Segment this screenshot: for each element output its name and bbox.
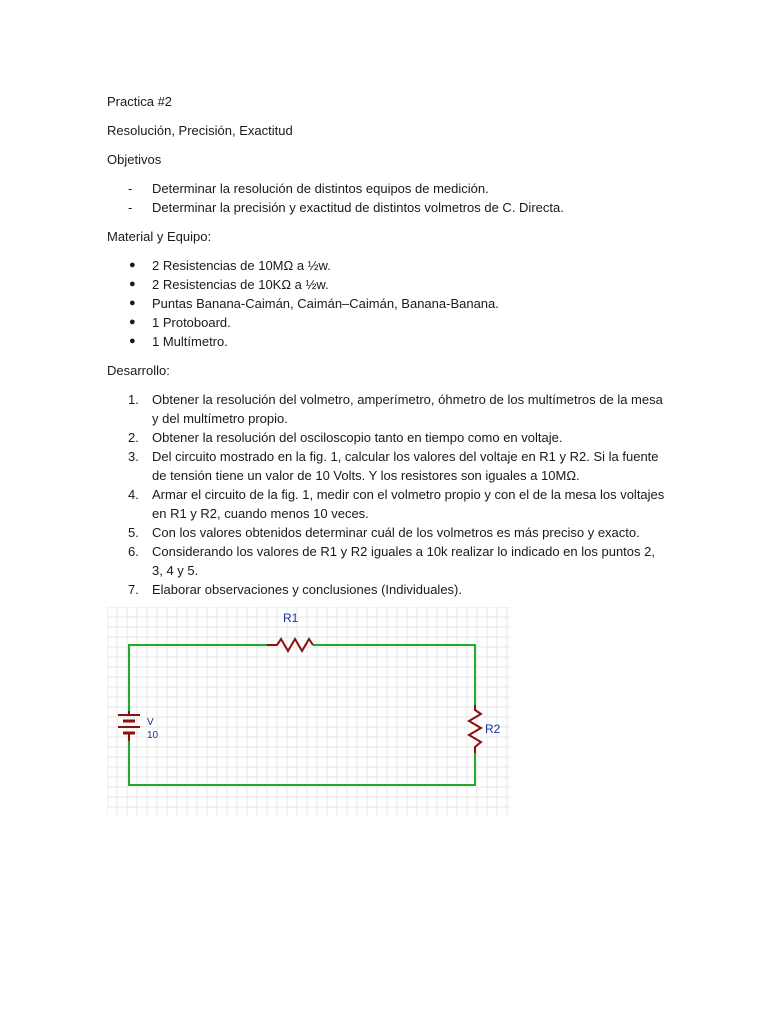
objectives-heading: Objetivos	[107, 152, 162, 167]
circuit-figure	[107, 607, 510, 815]
list-item	[107, 198, 667, 217]
step-text: Considerando los valores de R1 y R2 iguales a 10k realizar lo indicado en los puntos 2, 3, 4 y 5.	[152, 544, 655, 578]
materials-list	[107, 256, 667, 351]
step-text: Elaborar observaciones y conclusiones (Individuales).	[152, 582, 462, 597]
development-heading: Desarrollo:	[107, 363, 170, 378]
step-number: 3.	[128, 449, 139, 464]
document-title: Practica #2	[107, 94, 173, 109]
bullet-marker: ●	[129, 316, 136, 328]
list-item	[107, 332, 667, 351]
list-item	[107, 580, 667, 599]
step-number: 7.	[128, 582, 139, 597]
resistor-r1	[267, 639, 313, 651]
list-item	[107, 390, 667, 428]
step-number: 4.	[128, 487, 139, 502]
material-text: 1 Multímetro.	[152, 334, 228, 349]
circuit-diagram	[107, 607, 510, 815]
step-text: Con los valores obtenidos determinar cuál de los volmetros es más preciso y exacto.	[152, 525, 640, 540]
material-text: 2 Resistencias de 10MΩ a ½w.	[152, 258, 331, 273]
wire-top-left	[129, 645, 267, 711]
list-item	[107, 256, 667, 275]
step-number: 5.	[128, 525, 139, 540]
resistor-r2	[469, 705, 481, 753]
list-item	[107, 294, 667, 313]
list-item	[107, 275, 667, 294]
step-text: Obtener la resolución del osciloscopio tanto en tiempo como en voltaje.	[152, 430, 563, 445]
step-number: 1.	[128, 392, 139, 407]
document-body	[107, 92, 667, 607]
bullet-marker: ●	[129, 297, 136, 309]
bullet-marker: ●	[129, 278, 136, 290]
source-label: V	[147, 717, 154, 728]
list-item	[107, 428, 667, 447]
step-number: 6.	[128, 544, 139, 559]
document-subtitle: Resolución, Precisión, Exactitud	[107, 123, 293, 138]
list-item	[107, 179, 667, 198]
material-text: 1 Protoboard.	[152, 315, 231, 330]
source-value: 10	[147, 730, 159, 741]
list-item	[107, 523, 667, 542]
dash-marker: -	[128, 200, 133, 215]
dash-marker: -	[128, 181, 133, 196]
r2-label: R2	[485, 722, 501, 736]
bullet-marker: ●	[129, 259, 136, 271]
list-item	[107, 313, 667, 332]
objective-text: Determinar la resolución de distintos equipos de medición.	[152, 181, 489, 196]
steps-list	[107, 390, 667, 599]
wire-right-bottom	[129, 741, 475, 785]
step-text: Obtener la resolución del volmetro, amperímetro, óhmetro de los multímetros de la mesa y del multímetro propio.	[152, 392, 663, 426]
list-item	[107, 542, 667, 580]
material-text: Puntas Banana-Caimán, Caimán–Caimán, Banana-Banana.	[152, 296, 499, 311]
objectives-list	[107, 179, 667, 217]
step-text: Armar el circuito de la fig. 1, medir con el volmetro propio y con el de la mesa los voltajes en R1 y R2, cuando menos 10 veces.	[152, 487, 665, 521]
list-item	[107, 447, 667, 485]
bullet-marker: ●	[129, 335, 136, 347]
step-text: Del circuito mostrado en la fig. 1, calcular los valores del voltaje en R1 y R2. Si la fuente de tensión tiene un valor de 10 Volts. Y los resistores son iguales a 10MΩ.	[152, 449, 659, 483]
material-text: 2 Resistencias de 10KΩ a ½w.	[152, 277, 329, 292]
circuit-wires	[129, 645, 475, 785]
materials-heading: Material y Equipo:	[107, 229, 212, 244]
list-item	[107, 485, 667, 523]
step-number: 2.	[128, 430, 139, 445]
r1-label: R1	[283, 611, 299, 625]
objective-text: Determinar la precisión y exactitud de distintos volmetros de C. Directa.	[152, 200, 564, 215]
